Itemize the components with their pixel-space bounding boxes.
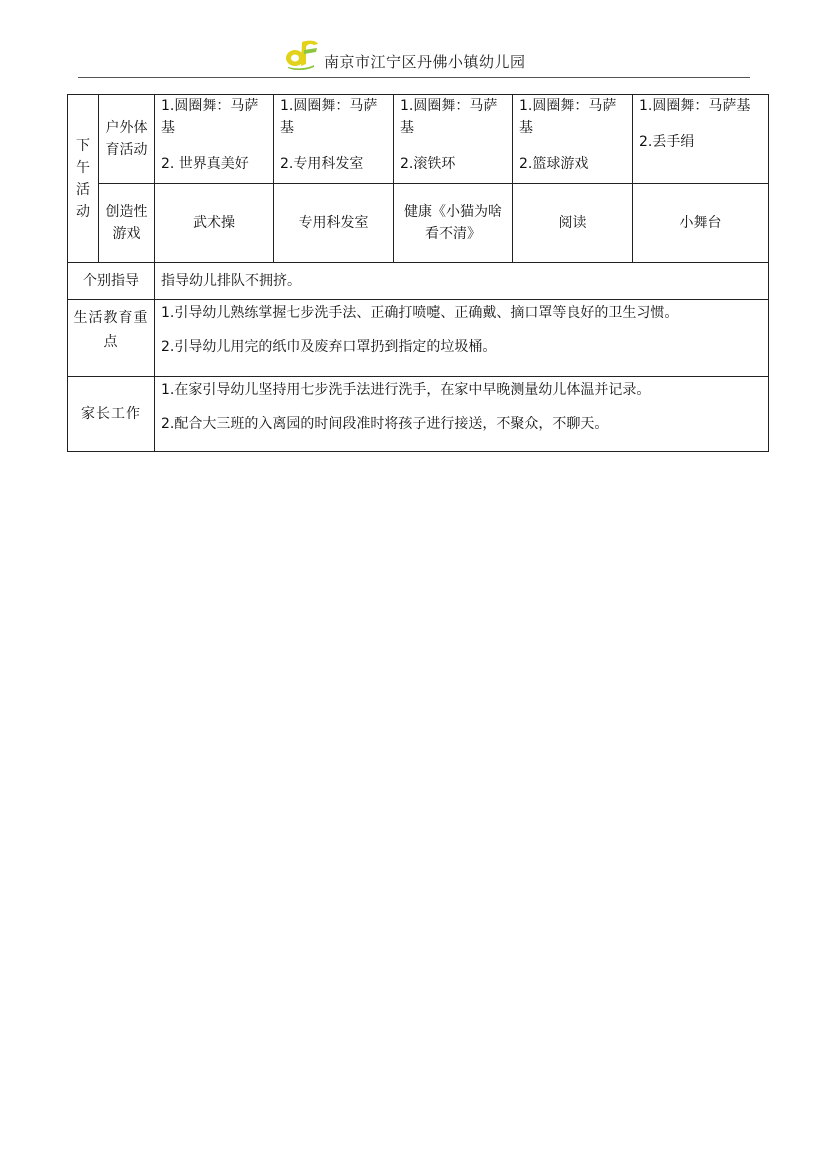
school-logo-icon [284,38,320,70]
individual-guidance-label: 个别指导 [68,263,155,300]
outdoor-cell-day3 [394,95,513,184]
outdoor-cell-day5 [633,95,769,184]
outdoor-cell-day2 [274,95,394,184]
outdoor-day5-line2: 2.丢手绢 [639,134,695,150]
life-education-label: 生活教育重 点 [68,300,155,377]
outdoor-day1-line1: 1.圆圈舞：马萨基 [161,98,259,136]
outdoor-cell-day4 [513,95,633,184]
life-education-item-1: 1.引导幼儿熟练掌握七步洗手法、正确打喷嚏、正确戴、摘口罩等良好的卫生习惯。 [161,305,679,321]
page-header [78,36,750,78]
outdoor-activity-label: 户外体育活动 [99,95,155,184]
parent-work-content [155,377,769,452]
outdoor-activity-row [68,95,769,184]
outdoor-day4-line2: 2.篮球游戏 [519,156,589,172]
individual-guidance-row [68,263,769,300]
creative-game-label: 创造性游戏 [99,184,155,263]
afternoon-activity-label: 下午活动 [68,95,99,263]
creative-cell-day5: 小舞台 [633,184,769,263]
parent-work-item-2: 2.配合大三班的入离园的时间段准时将孩子进行接送，不聚众，不聊天。 [161,416,609,432]
outdoor-day2-line1: 1.圆圈舞：马萨基 [280,98,378,136]
outdoor-day4-line1: 1.圆圈舞：马萨基 [519,98,617,136]
outdoor-day2-line2: 2.专用科发室 [280,156,364,172]
creative-cell-day4: 阅读 [513,184,633,263]
creative-cell-day2: 专用科发室 [274,184,394,263]
header-divider [78,77,750,78]
weekly-plan-table [67,94,769,452]
creative-cell-day1: 武术操 [155,184,274,263]
individual-guidance-text: 指导幼儿排队不拥挤。 [155,263,769,300]
outdoor-cell-day1 [155,95,274,184]
outdoor-day3-line2: 2.滚铁环 [400,156,456,172]
creative-game-row [68,184,769,263]
outdoor-day3-line1: 1.圆圈舞：马萨基 [400,98,498,136]
parent-work-row [68,377,769,452]
creative-cell-day3: 健康《小猫为啥看不清》 [394,184,513,263]
life-education-row [68,300,769,377]
outdoor-day5-line1: 1.圆圈舞：马萨基 [639,98,751,114]
life-education-item-2: 2.引导幼儿用完的纸巾及废弃口罩扔到指定的垃圾桶。 [161,339,497,355]
school-name: 南京市江宁区丹佛小镇幼儿园 [324,53,526,71]
outdoor-day1-line2: 2. 世界真美好 [161,156,249,172]
parent-work-label: 家长工作 [68,377,155,452]
life-education-content [155,300,769,377]
parent-work-item-1: 1.在家引导幼儿坚持用七步洗手法进行洗手，在家中早晚测量幼儿体温并记录。 [161,382,651,398]
